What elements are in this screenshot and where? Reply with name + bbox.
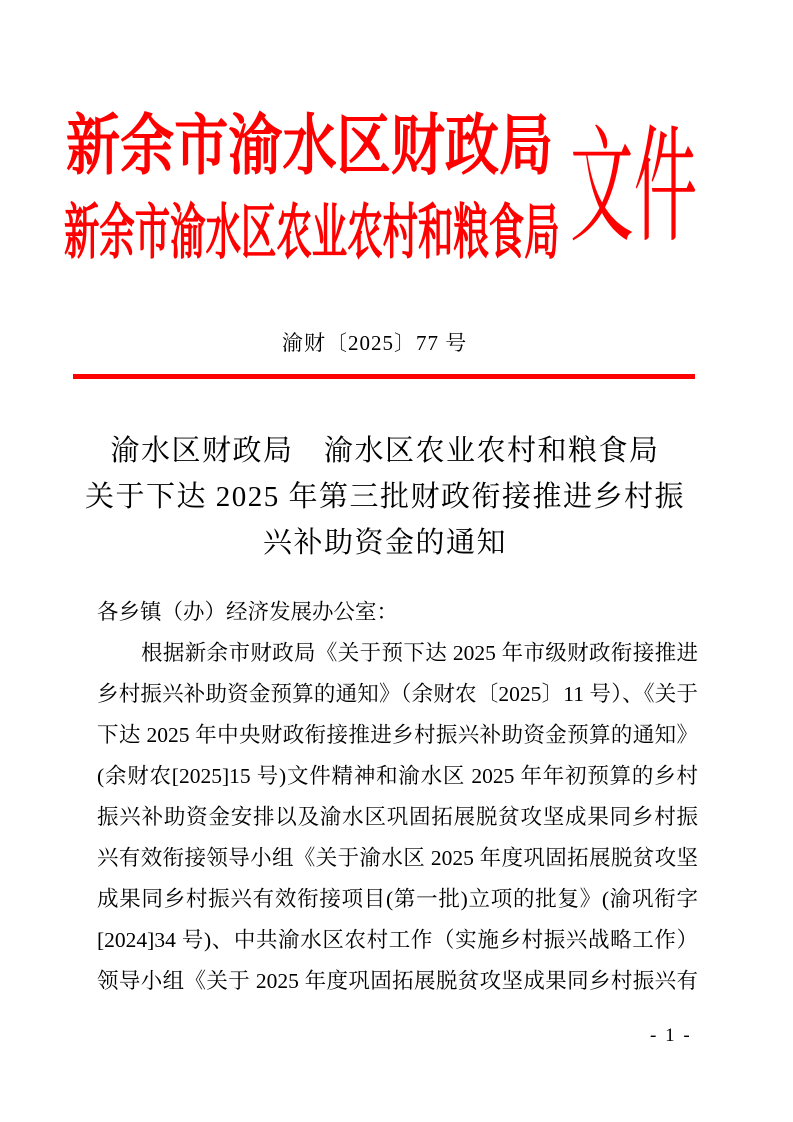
body-line: 下达 2025 年中央财政衔接推进乡村振兴补助资金预算的通知》 <box>97 723 698 747</box>
letterhead-doc-type: 文件 <box>570 119 698 258</box>
body-line: 乡村振兴补助资金预算的通知》（余财农〔2025〕11 号）、《关于 <box>97 682 698 706</box>
title-line-2: 关于下达 2025 年第三批财政衔接推进乡村振 <box>84 481 685 513</box>
body-line: 振兴补助资金安排以及渝水区巩固拓展脱贫攻坚成果同乡村振 <box>97 805 698 829</box>
letterhead-org-line-2: 新余市渝水区农业农村和粮食局 <box>64 200 560 266</box>
red-separator-line <box>73 374 695 379</box>
body-line: 根据新余市财政局《关于预下达 2025 年市级财政衔接推进 <box>141 641 698 665</box>
page-number: - 1 - <box>650 1025 692 1046</box>
title-line-1: 渝水区财政局 渝水区农业农村和粮食局 <box>110 435 660 467</box>
body-line: 成果同乡村振兴有效衔接项目(第一批)立项的批复》(渝巩衔字 <box>97 887 698 911</box>
body-line: (余财农[2025]15 号)文件精神和渝水区 2025 年年初预算的乡村 <box>97 764 698 788</box>
letterhead-org-line-1: 新余市渝水区财政局 <box>66 110 554 183</box>
body-line: 领导小组《关于 2025 年度巩固拓展脱贫攻坚成果同乡村振兴有 <box>97 969 698 993</box>
title-line-3: 兴补助资金的通知 <box>262 527 507 559</box>
document-title <box>70 428 700 566</box>
salutation-line: 各乡镇（办）经济发展办公室： <box>97 600 399 624</box>
document-number: 渝财〔2025〕77 号 <box>282 331 468 355</box>
document-body <box>97 592 698 1002</box>
body-line: 兴有效衔接领导小组《关于渝水区 2025 年度巩固拓展脱贫攻坚 <box>97 846 698 870</box>
body-line: [2024]34 号)、中共渝水区农村工作（实施乡村振兴战略工作） <box>97 928 698 952</box>
